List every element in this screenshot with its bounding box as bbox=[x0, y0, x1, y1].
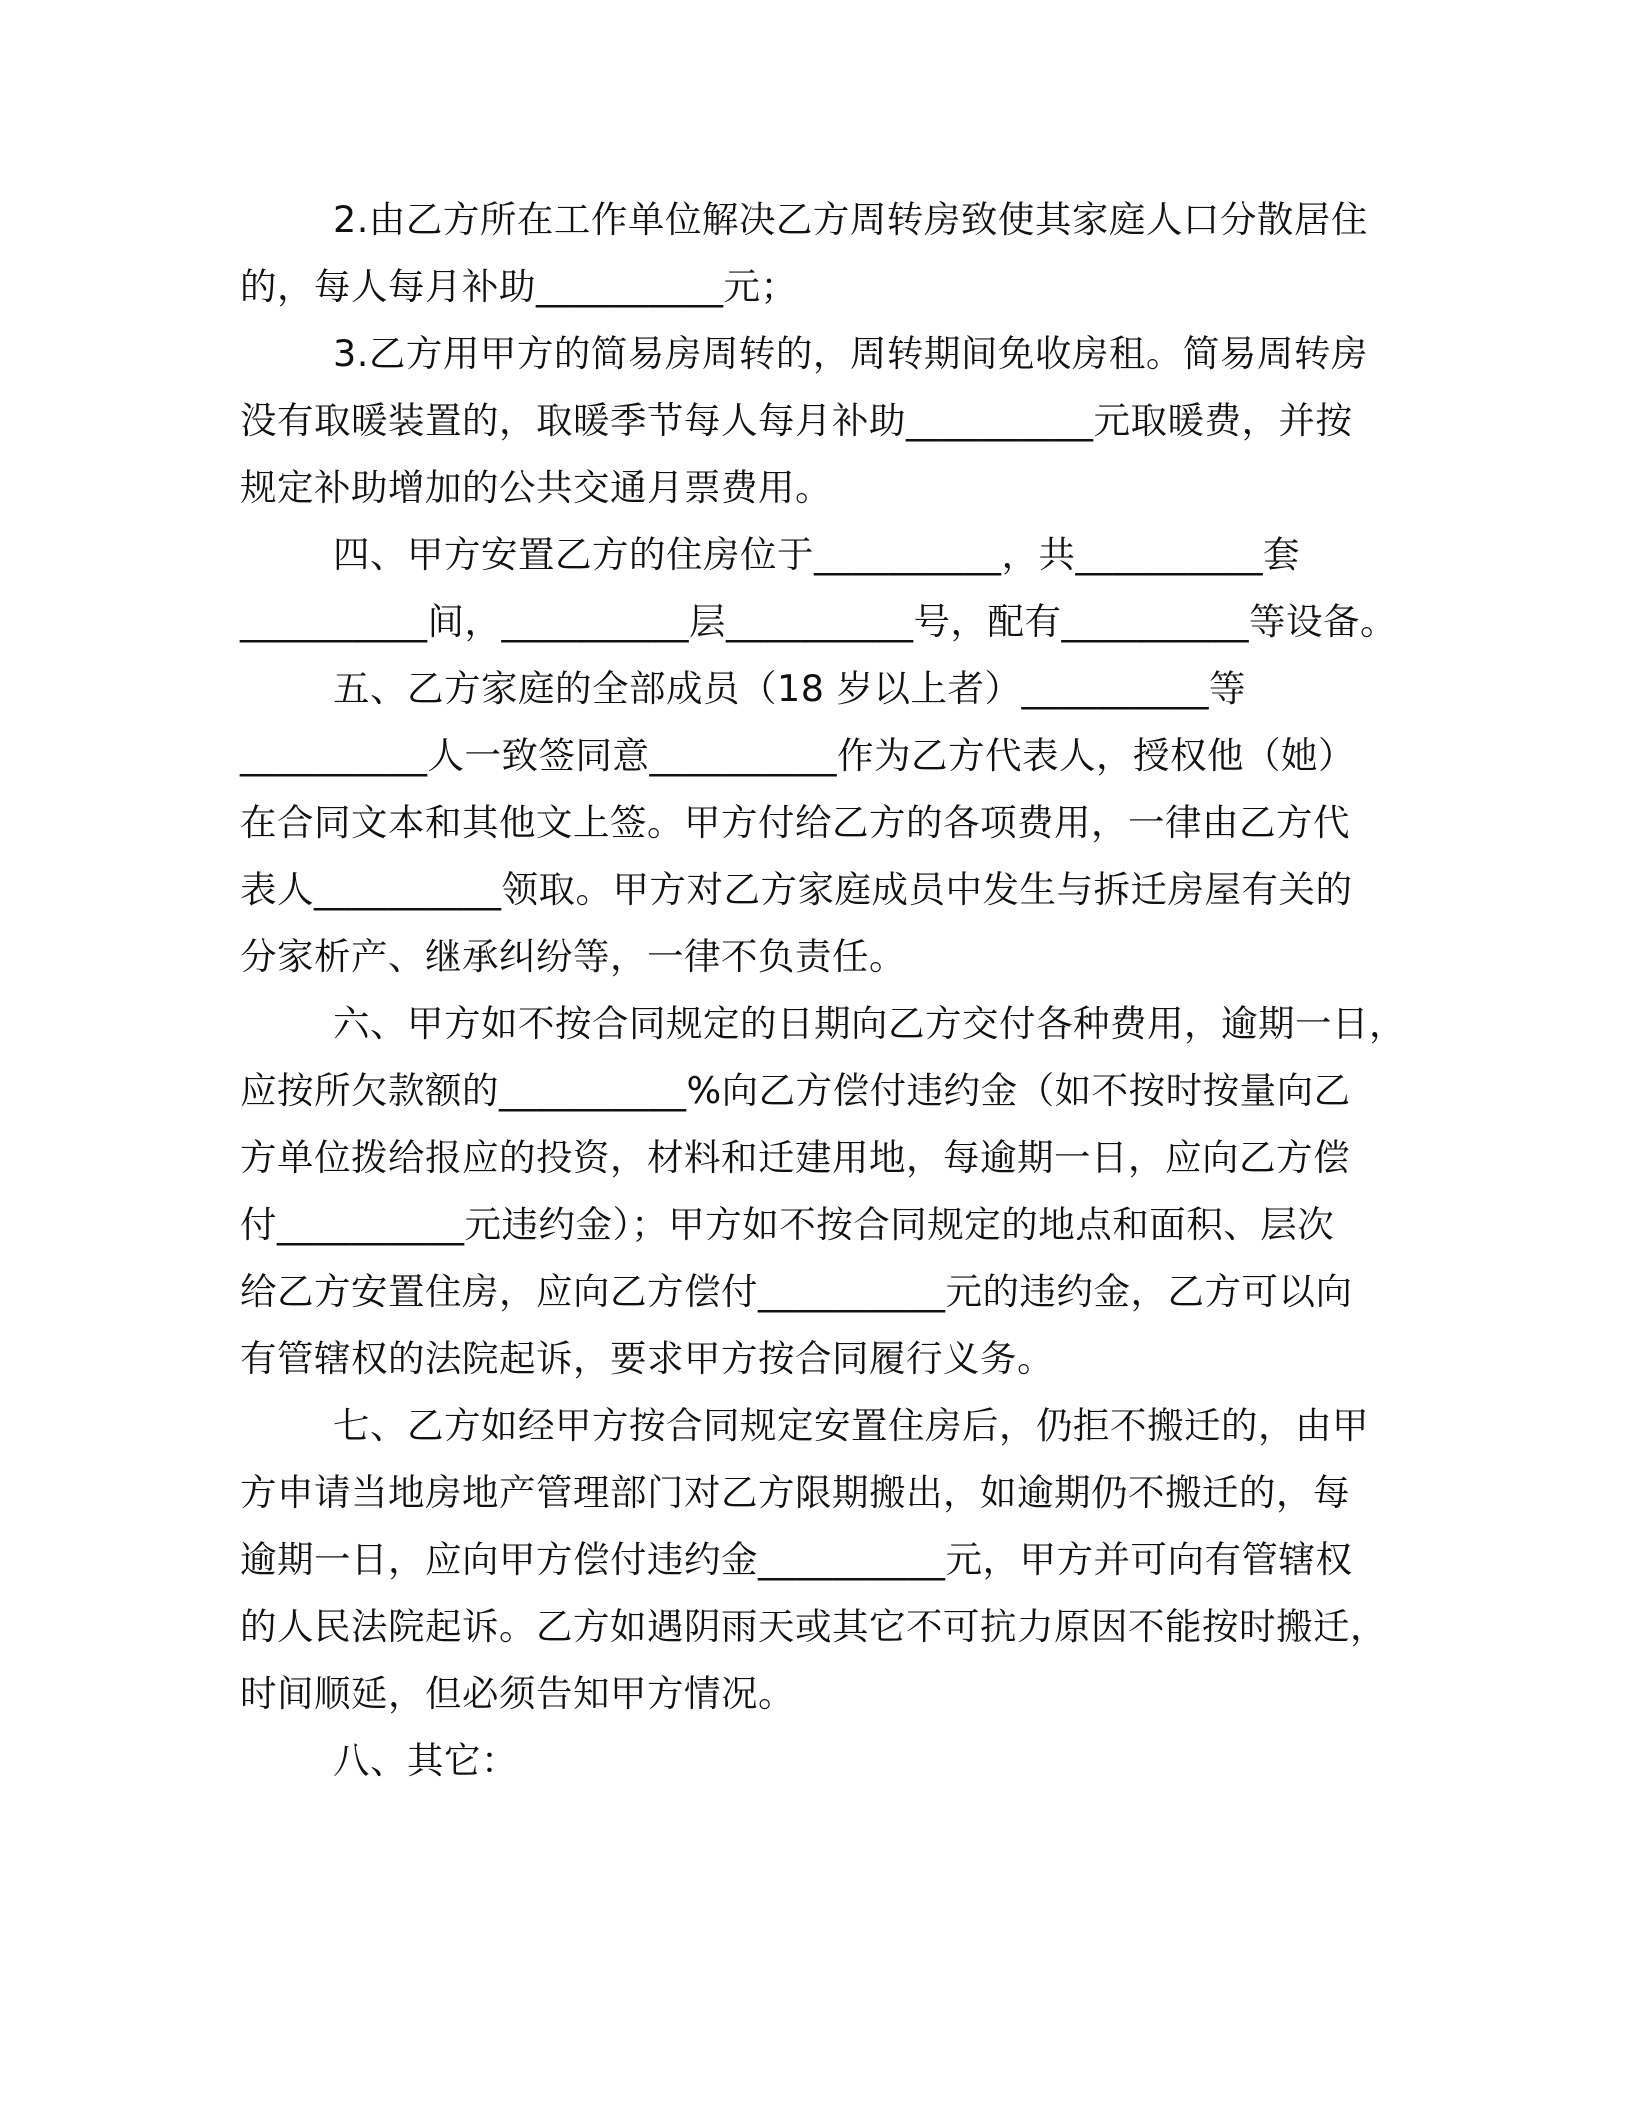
clause-5-family-representative bbox=[240, 655, 1410, 990]
text-line: 规定补助增加的公共交通月票费用。 bbox=[240, 466, 832, 509]
text-line: 付__________元违约金）；甲方如不按合同规定的地点和面积、层次 bbox=[240, 1203, 1335, 1246]
clause-4-housing-location bbox=[240, 521, 1410, 655]
document-body bbox=[240, 186, 1410, 1794]
text-line: 分家析产、继承纠纷等，一律不负责任。 bbox=[240, 935, 906, 978]
paragraph-3-temporary-housing bbox=[240, 320, 1410, 521]
text-line: 的人民法院起诉。乙方如遇阴雨天或其它不可抗力原因不能按时搬迁， bbox=[240, 1605, 1387, 1648]
text-line: 时间顺延，但必须告知甲方情况。 bbox=[240, 1672, 795, 1715]
text-line: 有管辖权的法院起诉，要求甲方按合同履行义务。 bbox=[240, 1337, 1054, 1380]
clause-6-party-a-penalty bbox=[240, 990, 1410, 1392]
text-line: 应按所欠款额的__________%向乙方偿付违约金（如不按时按量向乙 bbox=[240, 1069, 1351, 1112]
text-line: 逾期一日，应向甲方偿付违约金__________元，甲方并可向有管辖权 bbox=[240, 1538, 1353, 1581]
text-line: 方申请当地房地产管理部门对乙方限期搬出，如逾期仍不搬迁的，每 bbox=[240, 1471, 1350, 1514]
text-line: 方单位拨给报应的投资，材料和迁建用地，每逾期一日，应向乙方偿 bbox=[240, 1136, 1350, 1179]
text-line: 八、其它： bbox=[333, 1739, 518, 1782]
text-line: __________人一致签同意__________作为乙方代表人，授权他（她） bbox=[240, 734, 1355, 777]
paragraph-2-subsidy bbox=[240, 186, 1410, 320]
text-line: 给乙方安置住房，应向乙方偿付__________元的违约金，乙方可以向 bbox=[240, 1270, 1353, 1313]
text-line: __________间，__________层__________号，配有__________等设备。 bbox=[240, 600, 1397, 643]
text-line: 表人__________领取。甲方对乙方家庭成员中发生与拆迁房屋有关的 bbox=[240, 868, 1353, 911]
text-line: 没有取暖装置的，取暖季节每人每月补助__________元取暖费，并按 bbox=[240, 399, 1353, 442]
clause-7-party-b-penalty bbox=[240, 1392, 1410, 1727]
text-line: 2.由乙方所在工作单位解决乙方周转房致使其家庭人口分散居住 bbox=[333, 198, 1368, 241]
text-line: 五、乙方家庭的全部成员（18 岁以上者）__________等 bbox=[333, 667, 1247, 710]
text-line: 的，每人每月补助__________元； bbox=[240, 265, 798, 308]
text-line: 3.乙方用甲方的简易房周转的，周转期间免收房租。简易周转房 bbox=[333, 332, 1368, 375]
clause-8-other bbox=[240, 1727, 1410, 1794]
text-line: 在合同文本和其他文上签。甲方付给乙方的各项费用，一律由乙方代 bbox=[240, 801, 1350, 844]
document-page bbox=[240, 186, 1410, 1794]
text-line: 七、乙方如经甲方按合同规定安置住房后，仍拒不搬迁的，由甲 bbox=[333, 1404, 1369, 1447]
text-line: 六、甲方如不按合同规定的日期向乙方交付各种费用，逾期一日， bbox=[333, 1002, 1406, 1045]
text-line: 四、甲方安置乙方的住房位于__________，共__________套 bbox=[333, 533, 1300, 576]
